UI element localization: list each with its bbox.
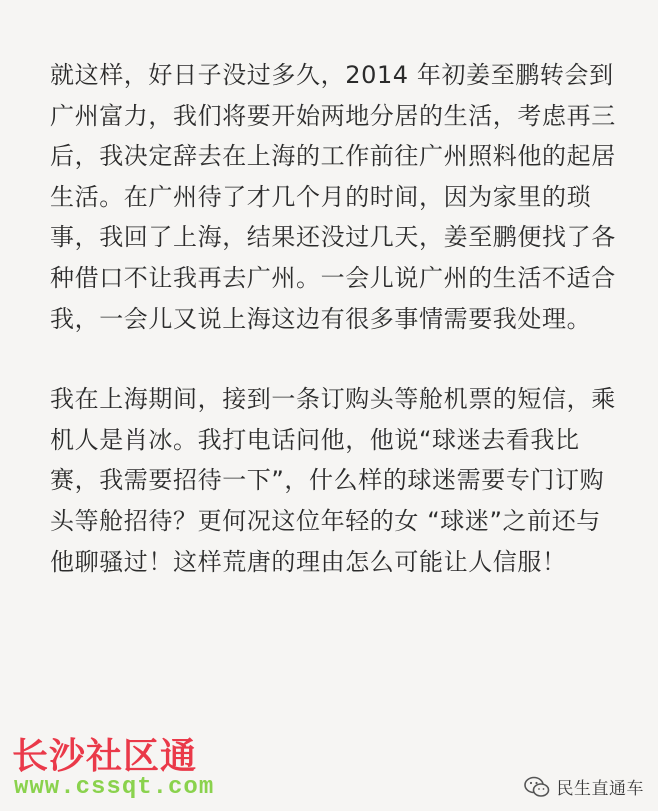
article-paragraph-2: 我在上海期间，接到一条订购头等舱机票的短信，乘机人是肖冰。我打电话问他，他说“球迷去看我比赛，我需要招待一下”，什么样的球迷需要专门订购头等舱招待？更何况这位年轻的女 “球迷”之前还与他聊骚过！这样荒唐的理由怎么可能让人信服！	[50, 385, 616, 576]
site-watermark	[10, 728, 220, 808]
wechat-icon	[523, 775, 551, 799]
watermark-url: www.cssqt.com	[14, 774, 215, 801]
account-name: 民生直通车	[556, 779, 644, 799]
article-body	[50, 55, 620, 582]
watermark-site-name: 长沙社区通	[12, 736, 198, 777]
article-paragraph-1: 就这样，好日子没过多久，2014 年初姜至鹏转会到广州富力，我们将要开始两地分居的生活，考虑再三后，我决定辞去在上海的工作前往广州照料他的起居生活。在广州待了才几个月的时间，因为家里的琐事，我回了上海，结果还没过几天，姜至鹏便找了各种借口不让我再去广州。一会儿说广州的生活不适合我，一会儿又说上海这边有很多事情需要我处理。	[50, 61, 616, 333]
account-brand	[523, 774, 645, 799]
